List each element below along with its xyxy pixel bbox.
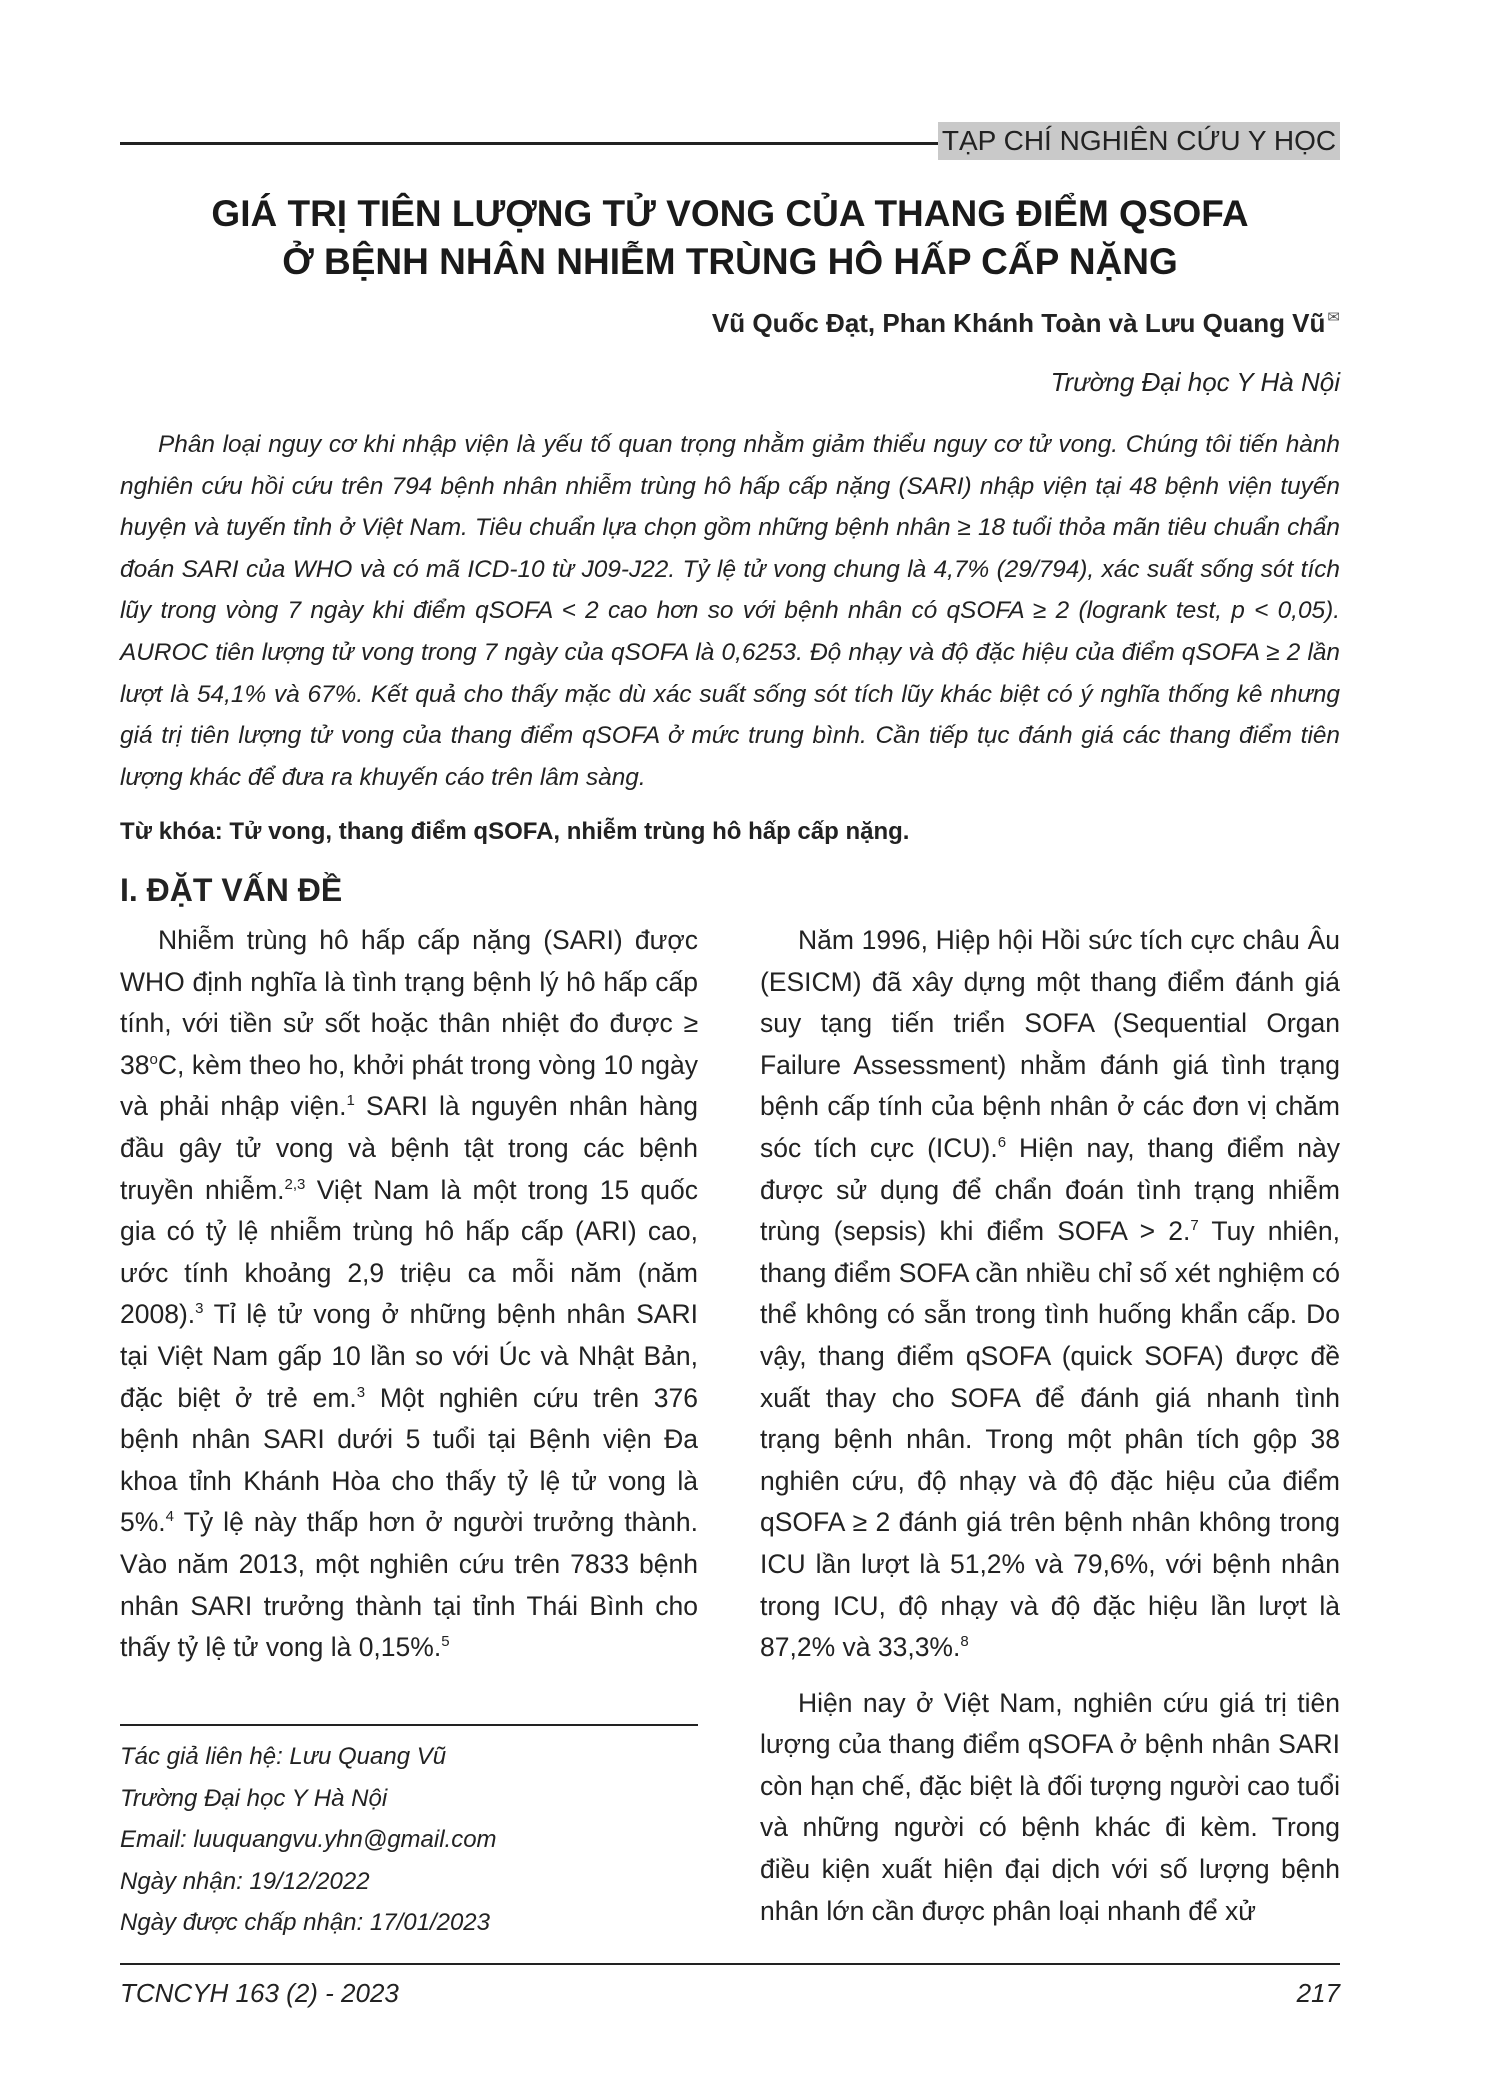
- footer-citation: TCNCYH 163 (2) - 2023: [120, 1978, 399, 2008]
- header-rule: [120, 142, 938, 145]
- corresponding-email: Email: luuquangvu.yhn@gmail.com: [120, 1826, 497, 1853]
- citation-ref: 1: [346, 1092, 355, 1110]
- envelope-icon: ✉: [1327, 309, 1340, 327]
- footnote-rule: [120, 1724, 698, 1726]
- title-line-1: GIÁ TRỊ TIÊN LƯỢNG TỬ VONG CỦA THANG ĐIỂM QSOFA: [211, 193, 1249, 234]
- title-line-2: Ở BỆNH NHÂN NHIỄM TRÙNG HÔ HẤP CẤP NẶNG: [282, 241, 1178, 282]
- author-list: [712, 308, 1340, 339]
- corresponding-author: Tác giả liên hệ: Lưu Quang Vũ: [120, 1743, 447, 1770]
- received-date: Ngày nhận: 19/12/2022: [120, 1867, 370, 1895]
- citation-ref: 3: [356, 1383, 366, 1401]
- right-column: [760, 920, 1340, 1932]
- abstract: Phân loại nguy cơ khi nhập viện là yếu tố quan trọng nhằm giảm thiểu nguy cơ tử vong. Chúng tôi tiến hành nghiên cứu hồi cứu trên 794 bệnh nhân nhiễm trùng hô hấp cấp nặng (SARI) nhập viện tại 48 bệnh viện tuyến huyện và tuyến tỉnh ở Việt Nam. Tiêu chuẩn lựa chọn gồm những bệnh nhân ≥ 18 tuổi thỏa mãn tiêu chuẩn chẩn đoán SARI của WHO và có mã ICD-10 từ J09-J22. Tỷ lệ tử vong chung là 4,7% (29/794), xác suất sống sót tích lũy trong vòng 7 ngày khi điểm qSOFA < 2 cao hơn so với bệnh nhân có qSOFA ≥ 2 (logrank test, p < 0,05). AUROC tiên lượng tử vong trong 7 ngày của qSOFA là 0,6253. Độ nhạy và độ đặc hiệu của điểm qSOFA ≥ 2 lần lượt là 54,1% và 67%. Kết quả cho thấy mặc dù xác suất sống sót tích lũy khác biệt có ý nghĩa thống kê nhưng giá trị tiên lượng tử vong của thang điểm qSOFA ở mức trung bình. Cần tiếp tục đánh giá các thang điểm tiên lượng khác để đưa ra khuyến cáo trên lâm sàng.: [120, 431, 1340, 791]
- accepted-date: Ngày được chấp nhận: 17/01/2023: [120, 1909, 490, 1936]
- citation-ref: 5: [441, 1633, 450, 1651]
- intro-paragraph-2: Năm 1996, Hiệp hội Hồi sức tích cực châu Âu (ESICM) đã xây dựng một thang điểm đánh giá suy tạng tiến triển SOFA (Sequential Organ Failure Assessment) nhằm đánh giá tình trạng bệnh cấp tính của bệnh nhân ở các đơn vị chăm sóc tích cực (ICU).$^6$ Hiện nay, thang điểm này được sử dụng để chẩn đoán tình trạng nhiễm trùng (sepsis) khi điểm SOFA > 2.$^7$ Tuy nhiên, thang điểm SOFA cần nhiều chỉ số xét nghiệm có thể không có sẵn trong tình huống khẩn cấp. Do vậy, thang điểm qSOFA (quick SOFA) được đề xuất thay cho SOFA để đánh giá nhanh tình trạng bệnh nhân. Trong một phân tích gộp 38 nghiên cứu, độ nhạy và độ đặc hiệu của điểm qSOFA ≥ 2 đánh giá trên bệnh nhân không trong ICU lần lượt là 51,2% và 79,6%, với bệnh nhân trong ICU, độ nhạy và độ đặc hiệu lần lượt là 87,2% và 33,3%.$^8$: [760, 925, 1340, 1663]
- author-names: Vũ Quốc Đạt, Phan Khánh Toàn và Lưu Quang Vũ: [711, 308, 1326, 338]
- citation-ref: 6: [997, 1134, 1007, 1152]
- affiliation: Trường Đại học Y Hà Nội: [1050, 367, 1340, 397]
- corresponding-org: Trường Đại học Y Hà Nội: [120, 1784, 388, 1812]
- left-column: [120, 920, 698, 1669]
- footnotes: [120, 1736, 698, 1944]
- keywords: Từ khóa: Tử vong, thang điểm qSOFA, nhiễm trùng hô hấp cấp nặng.: [120, 818, 910, 845]
- citation-ref: 3: [195, 1300, 204, 1318]
- citation-ref: 4: [165, 1508, 175, 1526]
- footer-rule: [120, 1963, 1340, 1965]
- intro-paragraph-3: Hiện nay ở Việt Nam, nghiên cứu giá trị tiên lượng của thang điểm qSOFA ở bệnh nhân SARI còn hạn chế, đặc biệt là đối tượng người cao tuổi và những người có bệnh khác đi kèm. Trong điều kiện xuất hiện đại dịch với số lượng bệnh nhân lớn cần được phân loại nhanh để xử: [760, 1687, 1340, 1926]
- page-number: 217: [1296, 1978, 1340, 2008]
- citation-ref: 2,3: [284, 1175, 306, 1193]
- citation-ref: 8: [960, 1633, 969, 1651]
- journal-name: TẠP CHÍ NGHIÊN CỨU Y HỌC: [938, 122, 1340, 160]
- article-title: [120, 190, 1340, 286]
- citation-ref: 7: [1190, 1217, 1199, 1235]
- section-heading: I. ĐẶT VẤN ĐỀ: [120, 872, 343, 908]
- degree-superscript: o: [149, 1050, 158, 1068]
- intro-paragraph-1: Nhiễm trùng hô hấp cấp nặng (SARI) được WHO định nghĩa là tình trạng bệnh lý hô hấp cấp tính, với tiền sử sốt hoặc thân nhiệt đo được ≥ $38^oC$, kèm theo ho, khởi phát trong vòng 10 ngày và phải nhập viện.$^1$ SARI là nguyên nhân hàng đầu gây tử vong và bệnh tật trong các bệnh truyền nhiễm.$^{2,3}$ Việt Nam là một trong 15 quốc gia có tỷ lệ nhiễm trùng hô hấp cấp (ARI) cao, ước tính khoảng 2,9 triệu ca mỗi năm (năm 2008).$^3$ Tỉ lệ tử vong ở những bệnh nhân SARI tại Việt Nam gấp 10 lần so với Úc và Nhật Bản, đặc biệt ở trẻ em.$^3$ Một nghiên cứu trên 376 bệnh nhân SARI dưới 5 tuổi tại Bệnh viện Đa khoa tỉnh Khánh Hòa cho thấy tỷ lệ tử vong là 5%.$^4$ Tỷ lệ này thấp hơn ở người trưởng thành. Vào năm 2013, một nghiên cứu trên 7833 bệnh nhân SARI trưởng thành tại tỉnh Thái Bình cho thấy tỷ lệ tử vong là 0,15%.$^5$: [120, 925, 698, 1663]
